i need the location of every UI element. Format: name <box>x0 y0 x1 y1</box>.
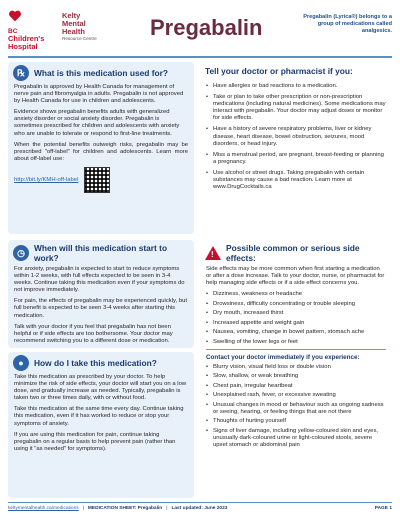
serious-side-effect-item: • Chest pain, irregular heartbeat <box>206 383 386 390</box>
used-for-p2: Evidence shows pregabalin benefits adults with generalized anxiety disorder or social anxiety disorder. Pregabalin is sometimes prescribed for children and adolescents with anxiety who are unable to tolerate or respond to first-line treatments. <box>14 109 180 137</box>
how-take-header <box>8 352 194 374</box>
how-take-p2: Take this medication at the same time every day. Continue taking this medication, even if it has worked to reduce or stop your symptoms of anxiety. <box>14 406 184 427</box>
used-for-heading: What is this medication used for? <box>34 68 169 78</box>
when-work-header <box>8 240 194 266</box>
serious-side-effect-item: • Signs of liver damage, including yellow-coloured skin and eyes, unusually dark-coloured urine or light-coloured stools, severe upset stomach or abdominal pain <box>206 428 386 449</box>
tell-doctor-header <box>200 62 392 79</box>
how-take-section <box>8 352 194 498</box>
off-label-link[interactable]: http://bit.ly/KMH-off-label <box>14 176 79 183</box>
how-take-p1: Take this medication as prescribed by your doctor. To help minimize the risk of side effects, your doctor will start you on a low dose, and gradually increase as needed. Typically, pregabalin is taken two or three times daily, with or without food. <box>14 374 187 402</box>
when-work-p1: For anxiety, pregabalin is expected to start to reduce symptoms within 1-2 weeks, with full effects expected to be seen in 3-4 weeks. Continue taking this medication even if your symptoms do not improve immediately. <box>14 266 185 294</box>
serious-side-effect-item: • Thoughts of hurting yourself <box>206 418 386 425</box>
bc-logo-line1: BC <box>8 28 18 35</box>
used-for-header <box>8 62 194 84</box>
tell-doctor-item: • Have a history of severe respiratory problems, liver or kidney disease, heart disease, bowel obstruction, seizures, mood disorders, or head injury. <box>206 126 386 147</box>
when-work-p2: For pain, the effects of pregabalin may be experienced quickly, but full benefit is expected to be seen 3-4 weeks after starting this medication. <box>14 298 188 319</box>
used-for-p1: Pregabalin is approved by Health Canada for management of nerve pain and fibromyalgia in adults. Pregabalin is not approved by Health Canada for use in children and adolescents. <box>14 84 184 105</box>
tell-doctor-item: • Miss a menstrual period, are pregnant, breast-feeding or planning a pregnancy. <box>206 152 386 166</box>
side-effects-section <box>200 240 392 498</box>
tell-doctor-heading: Tell your doctor or pharmacist if you: <box>205 66 353 76</box>
footer-sheet-name: MEDICATION SHEET: Pregabalin <box>87 506 163 511</box>
when-work-p3: Talk with your doctor if you feel that pregabalin has not been helpful or if side effects are too bothersome. Your doctor may recommend switching you to a different dose or medication. <box>14 323 173 344</box>
side-effect-item: • Increased appetite and weight gain <box>206 320 386 327</box>
kelty-line3: Health <box>62 27 85 36</box>
serious-side-effect-item: • Unusual changes in mood or behaviour such as ongoing sadness or seeing, hearing, or feeling things that are not there <box>206 402 386 416</box>
used-for-p3 <box>14 142 188 163</box>
footer-updated: Last updated: June 2023 <box>171 506 228 511</box>
side-effect-item: • Dizziness, weakness or headache <box>206 291 386 298</box>
serious-side-effect-item: • Blurry vision, visual field loss or double vision <box>206 364 386 371</box>
when-work-section <box>8 240 194 348</box>
footer-divider <box>8 502 392 503</box>
side-effect-item: • Nausea, vomiting, change in bowel pattern, stomach ache <box>206 329 386 336</box>
bc-logo-line3: Hospital <box>8 42 38 51</box>
kelty-line4: Resource Centre <box>62 36 97 41</box>
page-subtitle: Pregabalin (Lyrica®) belongs to a group of medications called analgesics. <box>303 14 392 34</box>
page-header <box>0 0 400 58</box>
used-for-section <box>8 62 194 234</box>
side-effects-divider <box>206 349 386 350</box>
side-effect-item: • Drowsiness, difficulty concentrating or trouble sleeping <box>206 301 386 308</box>
tell-doctor-item: • Have allergies or bad reactions to a medication. <box>206 83 386 90</box>
heart-icon <box>8 10 22 22</box>
footer-page-number: PAGE 1 <box>374 506 392 511</box>
tell-doctor-section <box>200 62 392 234</box>
off-label-link-row <box>14 167 188 193</box>
side-effects-intro: Side effects may be more common when first starting a medication or after a dose increase. Talk to your doctor, nurse, or pharmacist for help managing side effects or if a side effect concerns you. <box>206 266 385 287</box>
serious-side-effect-item: • Slow, shallow, or weak breathing <box>206 373 386 380</box>
pill-bottle-icon: ● <box>13 355 29 371</box>
side-effects-heading: Possible common or serious side effects: <box>226 243 360 263</box>
how-take-heading: How do I take this medication? <box>34 358 157 368</box>
tell-doctor-item: • Use alcohol or street drugs. Taking pregabalin with certain substances may cause a bad reaction. Learn more at www.DrugCocktails.ca <box>206 170 386 191</box>
warning-icon: ! <box>205 246 221 260</box>
when-work-heading: When will this medication start to work? <box>34 243 168 263</box>
footer-site-link[interactable]: keltymentalhealth.ca/medications <box>8 506 79 511</box>
tell-doctor-list <box>206 83 386 191</box>
pill-icon: ℞ <box>13 65 29 81</box>
bc-childrens-hospital-logo <box>8 10 58 51</box>
side-effect-item: • Dry mouth, increased thirst <box>206 310 386 317</box>
used-for-p3-text: When the potential benefits outweigh risks, pregabalin may be prescribed "off-label" for children and adolescents. Learn more about off-label use: <box>14 141 188 162</box>
common-side-effects-list <box>206 291 386 346</box>
tell-doctor-item: • Take or plan to take other prescription or non-prescription medications (including natural medicines). Some medications may interact with pregabalin. Your doctor may adjust doses or monitor for side effects. <box>206 94 386 122</box>
footer-separator: | <box>82 506 84 511</box>
serious-side-effect-item: • Unexplained rash, fever, or excessive sweating <box>206 392 386 399</box>
page-footer <box>8 506 392 511</box>
side-effects-header <box>200 240 392 266</box>
bc-logo-line2: Children's <box>8 34 45 43</box>
footer-separator: | <box>166 506 168 511</box>
page-title: Pregabalin <box>150 15 263 40</box>
header-divider <box>8 56 392 58</box>
contact-doctor-heading: Contact your doctor immediately if you experience: <box>206 353 360 361</box>
kelty-line1: Kelty <box>62 11 81 20</box>
kelty-line2: Mental <box>62 19 86 28</box>
qr-code-icon <box>84 167 110 193</box>
kelty-logo <box>62 12 124 42</box>
side-effect-item: • Swelling of the lower legs or feet <box>206 339 386 346</box>
clock-icon: ◷ <box>13 245 29 261</box>
serious-side-effects-list <box>206 364 386 449</box>
how-take-p3: If you are using this medication for pain, continue taking pregabalin on a regular basis to help prevent pain (rather than using it "as needed" for symptoms). <box>14 431 176 452</box>
